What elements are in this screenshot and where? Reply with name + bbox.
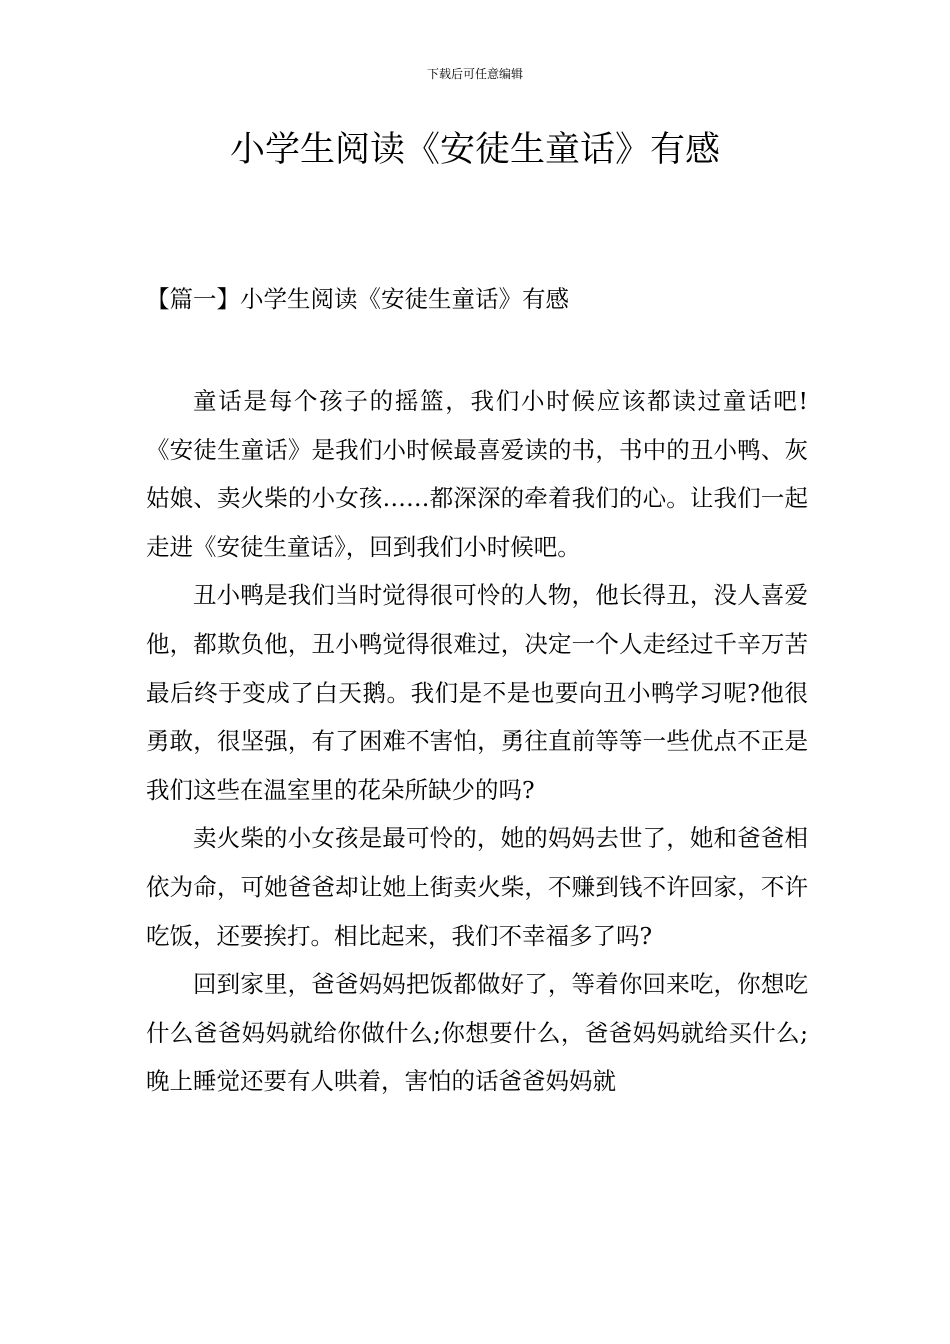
paragraph-3: 卖火柴的小女孩是最可怜的，她的妈妈去世了，她和爸爸相依为命，可她爸爸却让她上街卖火柴，不赚到钱不许回家，不许吃饭，还要挨打。相比起来，我们不幸福多了吗? — [146, 824, 808, 950]
page-header-note: 下载后可任意编辑 — [426, 67, 523, 81]
section-heading: 【篇一】小学生阅读《安徒生童话》有感 — [146, 285, 569, 313]
document-title: 小学生阅读《安徒生童话》有感 — [229, 130, 720, 170]
paragraph-4: 回到家里，爸爸妈妈把饭都做好了，等着你回来吃，你想吃什么爸爸妈妈就给你做什么;你想要什么，爸爸妈妈就给买什么;晚上睡觉还要有人哄着，害怕的话爸爸妈妈就 — [146, 970, 808, 1096]
paragraph-2: 丑小鸭是我们当时觉得很可怜的人物，他长得丑，没人喜爱他，都欺负他，丑小鸭觉得很难过，决定一个人走经过千辛万苦最后终于变成了白天鹅。我们是不是也要向丑小鸭学习呢?他很勇敢，很坚强，有了困难不害怕，勇往直前等等一些优点不正是我们这些在温室里的花朵所缺少的吗? — [146, 581, 808, 804]
document-body — [146, 377, 808, 1106]
paragraph-1: 童话是每个孩子的摇篮，我们小时候应该都读过童话吧!《安徒生童话》是我们小时候最喜爱读的书，书中的丑小鸭、灰姑娘、卖火柴的小女孩……都深深的牵着我们的心。让我们一起走进《安徒生童话》，回到我们小时候吧。 — [146, 387, 808, 561]
